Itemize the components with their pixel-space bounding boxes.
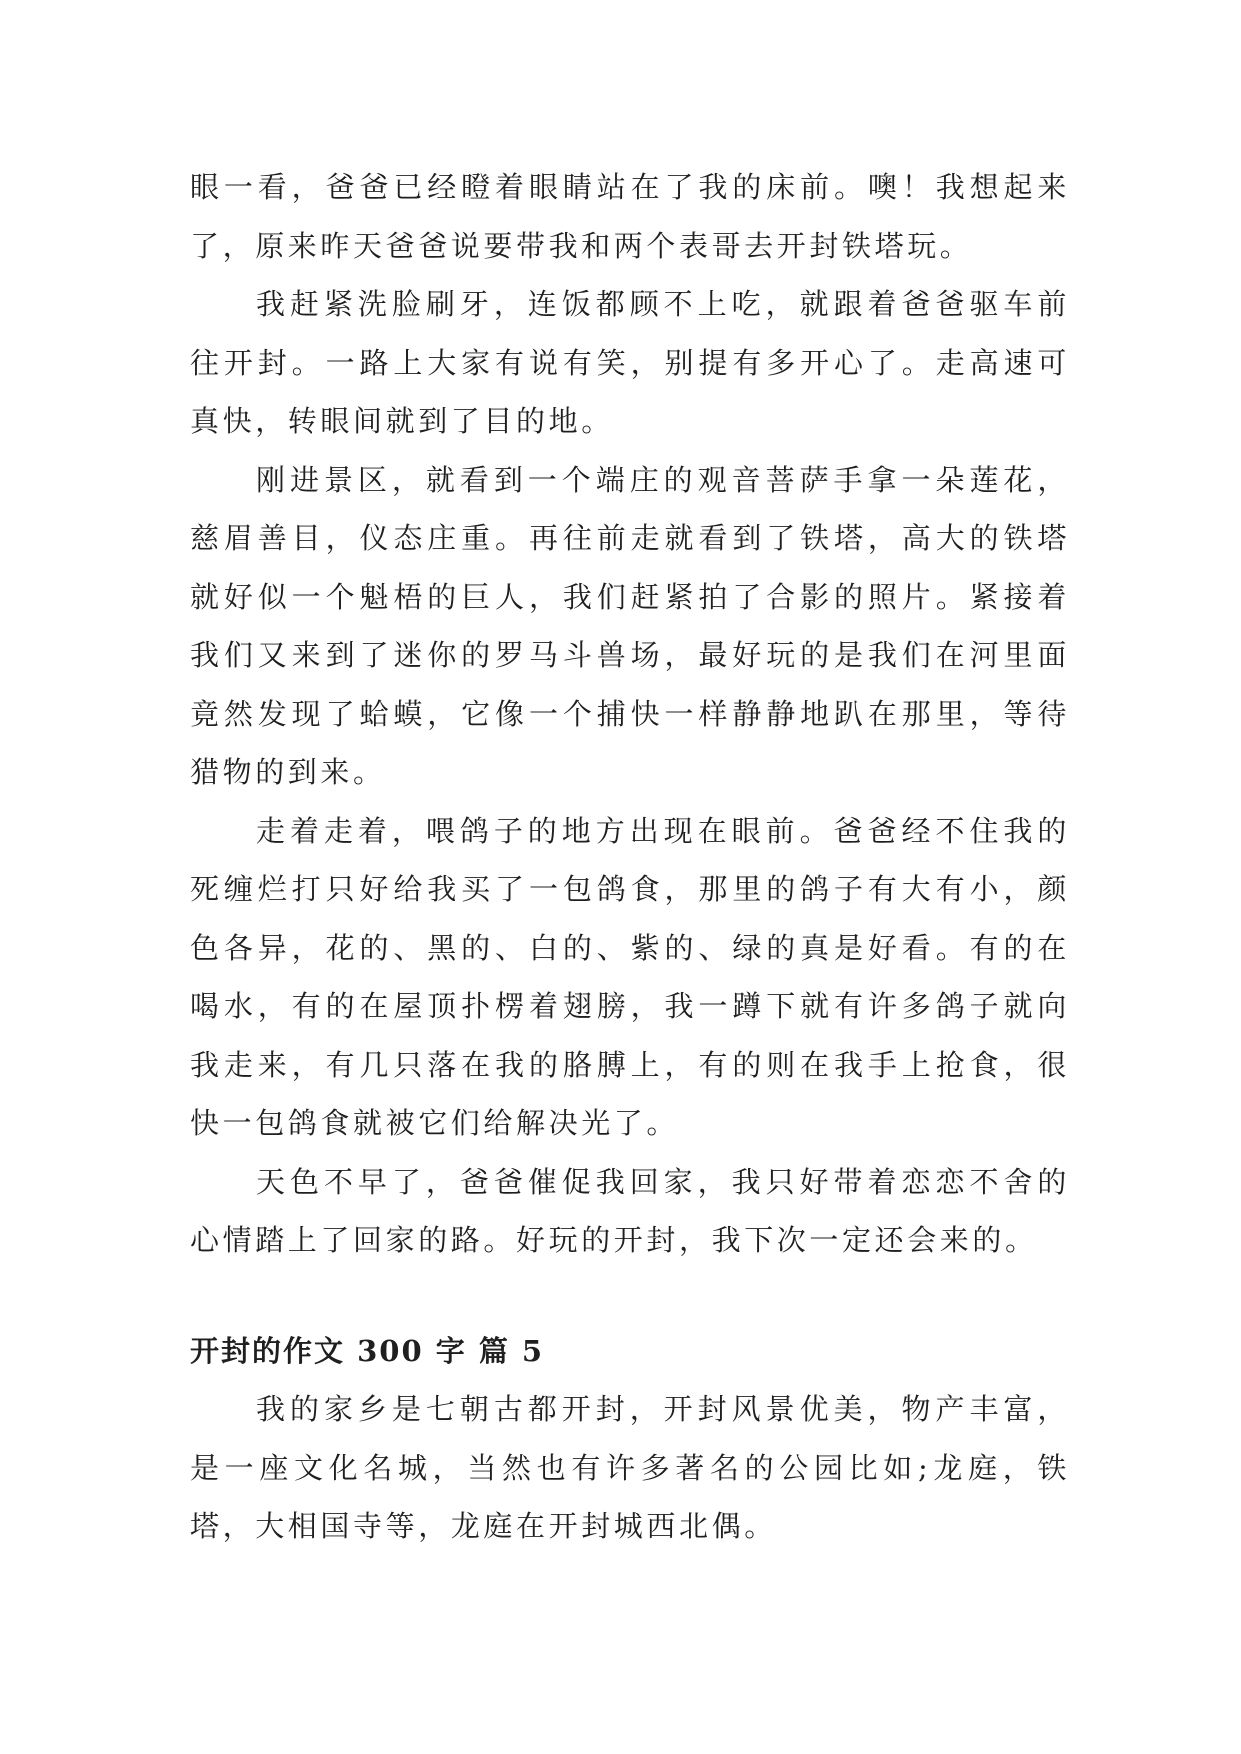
paragraph-scenic-area: 刚进景区，就看到一个端庄的观音菩萨手拿一朵莲花，慈眉善目，仪态庄重。再往前走就看到了铁塔，高大的铁塔就好似一个魁梧的巨人，我们赶紧拍了合影的照片。紧接着我们又来到了迷你的罗马斗兽场，最好玩的是我们在河里面竟然发现了蛤蟆，它像一个捕快一样静静地趴在那里，等待猎物的到来。: [190, 462, 1070, 789]
paragraph-going-home: 天色不早了，爸爸催促我回家，我只好带着恋恋不舍的心情踏上了回家的路。好玩的开封，我下次一定还会来的。: [190, 1164, 1070, 1257]
paragraph-trip-start: 我赶紧洗脸刷牙，连饭都顾不上吃，就跟着爸爸驱车前往开封。一路上大家有说有笑，别提有多开心了。走高速可真快，转眼间就到了目的地。: [190, 287, 1070, 438]
paragraph-continued: 眼一看，爸爸已经瞪着眼睛站在了我的床前。噢！我想起来了，原来昨天爸爸说要带我和两个表哥去开封铁塔玩。: [190, 170, 1070, 263]
section-heading: 开封的作文 300 字 篇 5: [190, 1333, 545, 1368]
document-body: [190, 158, 1070, 1556]
paragraph-pigeons: 走着走着，喂鸽子的地方出现在眼前。爸爸经不住我的死缠烂打只好给我买了一包鸽食，那里的鸽子有大有小，颜色各异，花的、黑的、白的、紫的、绿的真是好看。有的在喝水，有的在屋顶扑楞着翅膀，我一蹲下就有许多鸽子就向我走来，有几只落在我的胳膊上，有的则在我手上抢食，很快一包鸽食就被它们给解决光了。: [190, 813, 1070, 1140]
paragraph-hometown: 我的家乡是七朝古都开封，开封风景优美，物产丰富，是一座文化名城，当然也有许多著名的公园比如;龙庭，铁塔，大相国寺等，龙庭在开封城西北偶。: [190, 1392, 1070, 1543]
